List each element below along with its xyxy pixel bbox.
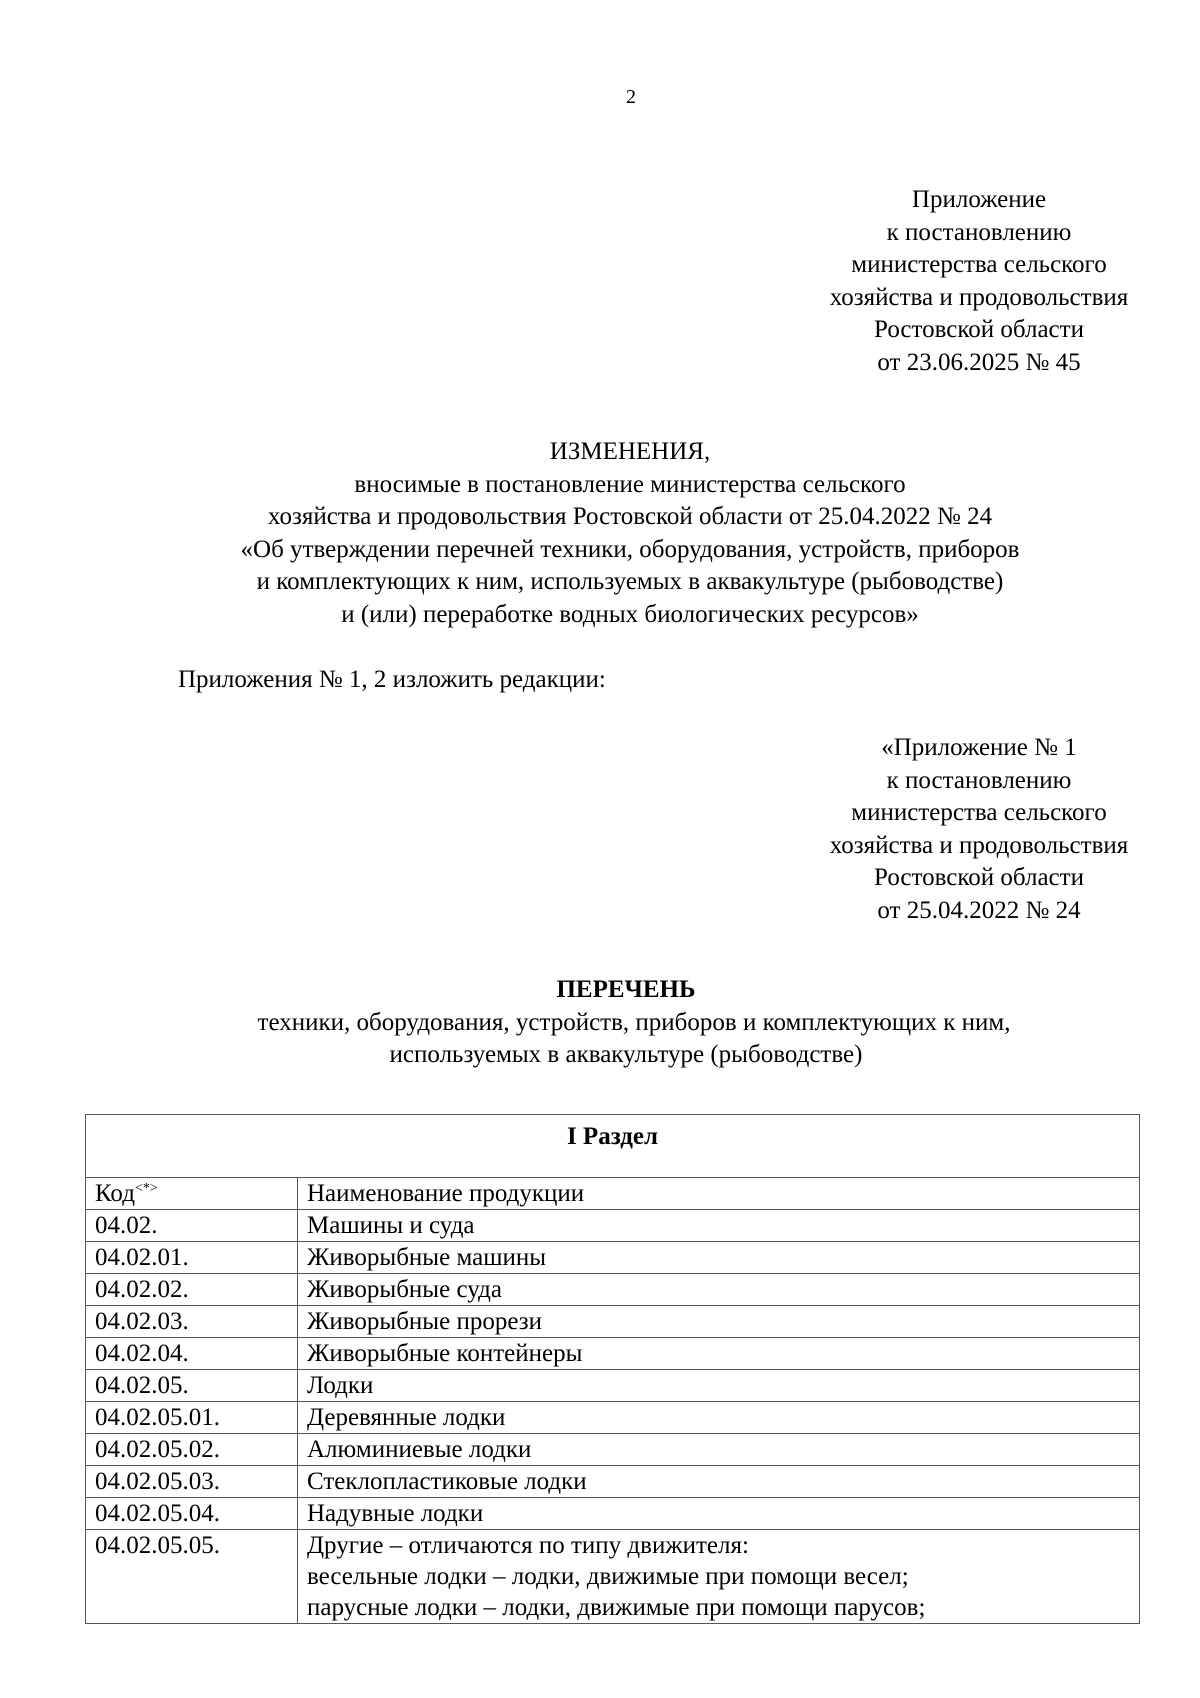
changes-title: ИЗМЕНЕНИЯ, xyxy=(549,438,711,465)
table-row xyxy=(86,1530,1140,1624)
appendix-line: хозяйства и продовольствия xyxy=(829,831,1129,859)
table-row xyxy=(86,1370,1140,1402)
changes-line: и (или) переработке водных биологических ресурсов» xyxy=(341,600,919,628)
code-header-label: Код xyxy=(95,1180,135,1207)
appendix-line: Ростовской области xyxy=(874,864,1084,892)
list-title: ПЕРЕЧЕНЬ xyxy=(556,976,696,1003)
changes-line: и комплектующих к ним, используемых в аквакультуре (рыбоводстве) xyxy=(256,568,1004,596)
row-name: Деревянные лодки xyxy=(298,1402,1140,1434)
list-subtitle: используемых в аквакультуре (рыбоводстве) xyxy=(389,1041,863,1069)
row-code: 04.02.02. xyxy=(86,1274,298,1306)
table-row xyxy=(86,1338,1140,1370)
row-name: Лодки xyxy=(298,1370,1140,1402)
table-row xyxy=(86,1434,1140,1466)
row-name: Стеклопластиковые лодки xyxy=(298,1466,1140,1498)
appendix-line: министерства сельского xyxy=(851,799,1107,827)
table-row xyxy=(86,1306,1140,1338)
appendix-line: к постановлению xyxy=(886,218,1072,246)
row-name: Надувные лодки xyxy=(298,1498,1140,1530)
row-name: Живорыбные контейнеры xyxy=(298,1338,1140,1370)
table-row xyxy=(86,1210,1140,1242)
changes-line: вносимые в постановление министерства сельского xyxy=(354,470,906,498)
row-code: 04.02.03. xyxy=(86,1306,298,1338)
appendix-line: хозяйства и продовольствия xyxy=(829,283,1129,311)
table-row xyxy=(86,1466,1140,1498)
section-title: I Раздел xyxy=(86,1115,1140,1178)
row-code: 04.02.05.02. xyxy=(86,1434,298,1466)
appendix-line: к постановлению xyxy=(886,766,1072,794)
row-code: 04.02.05.01. xyxy=(86,1402,298,1434)
appendix-line: от 23.06.2025 № 45 xyxy=(877,348,1081,376)
appendix-line: Приложение xyxy=(911,186,1047,213)
table-row xyxy=(86,1402,1140,1434)
instruction-paragraph: Приложения № 1, 2 изложить редакции: xyxy=(178,666,606,693)
list-heading xyxy=(120,974,1132,1072)
row-name-line: парусные лодки – лодки, движимые при помощи парусов; xyxy=(307,1594,926,1621)
row-name: Живорыбные суда xyxy=(298,1274,1140,1306)
appendix-reference-original xyxy=(764,732,1194,928)
changes-heading xyxy=(140,436,1120,632)
row-name-line: весельные лодки – лодки, движимые при помощи весел; xyxy=(307,1563,909,1590)
row-code: 04.02.05. xyxy=(86,1370,298,1402)
changes-line: хозяйства и продовольствия Ростовской области от 25.04.2022 № 24 xyxy=(267,503,993,531)
code-header xyxy=(86,1178,298,1210)
row-code: 04.02.01. xyxy=(86,1242,298,1274)
row-name: Живорыбные прорези xyxy=(298,1306,1140,1338)
name-header: Наименование продукции xyxy=(298,1178,1140,1210)
row-name: Машины и суда xyxy=(298,1210,1140,1242)
row-name: Живорыбные машины xyxy=(298,1242,1140,1274)
row-code: 04.02. xyxy=(86,1210,298,1242)
appendix-line: министерства сельского xyxy=(851,251,1107,279)
table-row xyxy=(86,1498,1140,1530)
row-code: 04.02.05.05. xyxy=(86,1530,298,1624)
list-subtitle: техники, оборудования, устройств, приборов и комплектующих к ним, xyxy=(257,1008,1011,1036)
appendix-reference-current xyxy=(764,184,1194,380)
row-code: 04.02.04. xyxy=(86,1338,298,1370)
appendix-line: Ростовской области xyxy=(874,316,1084,344)
row-code: 04.02.05.04. xyxy=(86,1498,298,1530)
row-code: 04.02.05.03. xyxy=(86,1466,298,1498)
product-table xyxy=(85,1114,1140,1624)
row-name xyxy=(298,1530,1140,1624)
page-number: 2 xyxy=(626,86,636,108)
table-row xyxy=(86,1242,1140,1274)
row-name-line: Другие – отличаются по типу движителя: xyxy=(307,1532,749,1559)
row-name: Алюминиевые лодки xyxy=(298,1434,1140,1466)
section-row xyxy=(86,1115,1140,1178)
table-header-row xyxy=(86,1178,1140,1210)
changes-line: «Об утверждении перечней техники, оборудования, устройств, приборов xyxy=(240,535,1020,563)
appendix-line: от 25.04.2022 № 24 xyxy=(877,896,1081,924)
footnote-marker: <*> xyxy=(134,1181,158,1196)
appendix-line: «Приложение № 1 xyxy=(881,734,1077,761)
table-row xyxy=(86,1274,1140,1306)
